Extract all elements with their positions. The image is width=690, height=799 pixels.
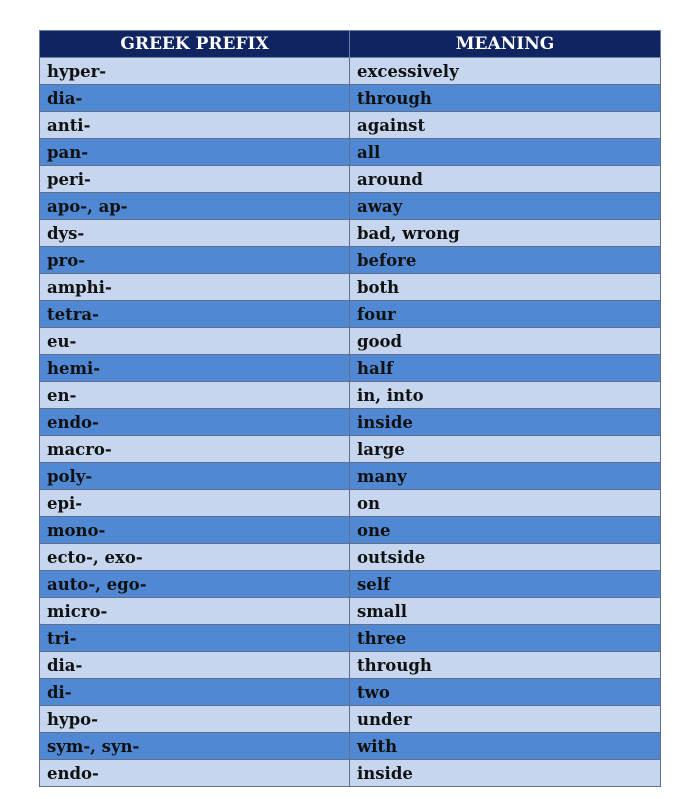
table-row [40,301,661,328]
prefix-cell: sym-, syn- [40,733,350,760]
prefix-cell: endo- [40,760,350,787]
table-row [40,220,661,247]
meaning-cell: inside [350,409,661,436]
table-row [40,733,661,760]
prefix-cell: amphi- [40,274,350,301]
meaning-cell: through [350,85,661,112]
table-row [40,409,661,436]
prefix-cell: dia- [40,652,350,679]
table-row [40,436,661,463]
meaning-cell: two [350,679,661,706]
header-row [40,31,661,58]
table-row [40,85,661,112]
prefix-cell: macro- [40,436,350,463]
meaning-cell: under [350,706,661,733]
table-row [40,139,661,166]
meaning-cell: on [350,490,661,517]
table-row [40,328,661,355]
table-row [40,58,661,85]
table-row [40,112,661,139]
table-row [40,382,661,409]
meaning-cell: through [350,652,661,679]
table-row [40,652,661,679]
prefix-cell: ecto-, exo- [40,544,350,571]
prefix-cell: hemi- [40,355,350,382]
table-row [40,625,661,652]
prefix-cell: auto-, ego- [40,571,350,598]
prefix-cell: anti- [40,112,350,139]
prefix-cell: poly- [40,463,350,490]
prefix-cell: apo-, ap- [40,193,350,220]
column-header-greek-prefix: GREEK PREFIX [40,31,350,58]
prefix-cell: hypo- [40,706,350,733]
prefix-cell: mono- [40,517,350,544]
table-row [40,355,661,382]
meaning-cell: before [350,247,661,274]
meaning-cell: half [350,355,661,382]
meaning-cell: small [350,598,661,625]
prefix-cell: di- [40,679,350,706]
table-row [40,193,661,220]
prefix-cell: eu- [40,328,350,355]
meaning-cell: inside [350,760,661,787]
meaning-cell: with [350,733,661,760]
table-row [40,598,661,625]
table-row [40,706,661,733]
meaning-cell: four [350,301,661,328]
meaning-cell: good [350,328,661,355]
meaning-cell: three [350,625,661,652]
prefix-cell: en- [40,382,350,409]
meaning-cell: many [350,463,661,490]
table-row [40,517,661,544]
greek-prefix-table [39,30,661,787]
prefix-cell: tri- [40,625,350,652]
table-row [40,490,661,517]
meaning-cell: large [350,436,661,463]
meaning-cell: self [350,571,661,598]
table-row [40,166,661,193]
prefix-cell: epi- [40,490,350,517]
meaning-cell: one [350,517,661,544]
prefix-cell: dia- [40,85,350,112]
meaning-cell: all [350,139,661,166]
prefix-cell: micro- [40,598,350,625]
table-row [40,274,661,301]
prefix-cell: tetra- [40,301,350,328]
table-row [40,247,661,274]
prefix-cell: dys- [40,220,350,247]
prefix-cell: pan- [40,139,350,166]
prefix-cell: pro- [40,247,350,274]
meaning-cell: in, into [350,382,661,409]
table-row [40,679,661,706]
table-row [40,760,661,787]
prefix-cell: peri- [40,166,350,193]
prefix-cell: hyper- [40,58,350,85]
table-row [40,544,661,571]
table-body [40,58,661,787]
table-row [40,571,661,598]
meaning-cell: both [350,274,661,301]
meaning-cell: away [350,193,661,220]
meaning-cell: outside [350,544,661,571]
meaning-cell: excessively [350,58,661,85]
column-header-meaning: MEANING [350,31,661,58]
meaning-cell: bad, wrong [350,220,661,247]
meaning-cell: around [350,166,661,193]
prefix-cell: endo- [40,409,350,436]
meaning-cell: against [350,112,661,139]
table-row [40,463,661,490]
